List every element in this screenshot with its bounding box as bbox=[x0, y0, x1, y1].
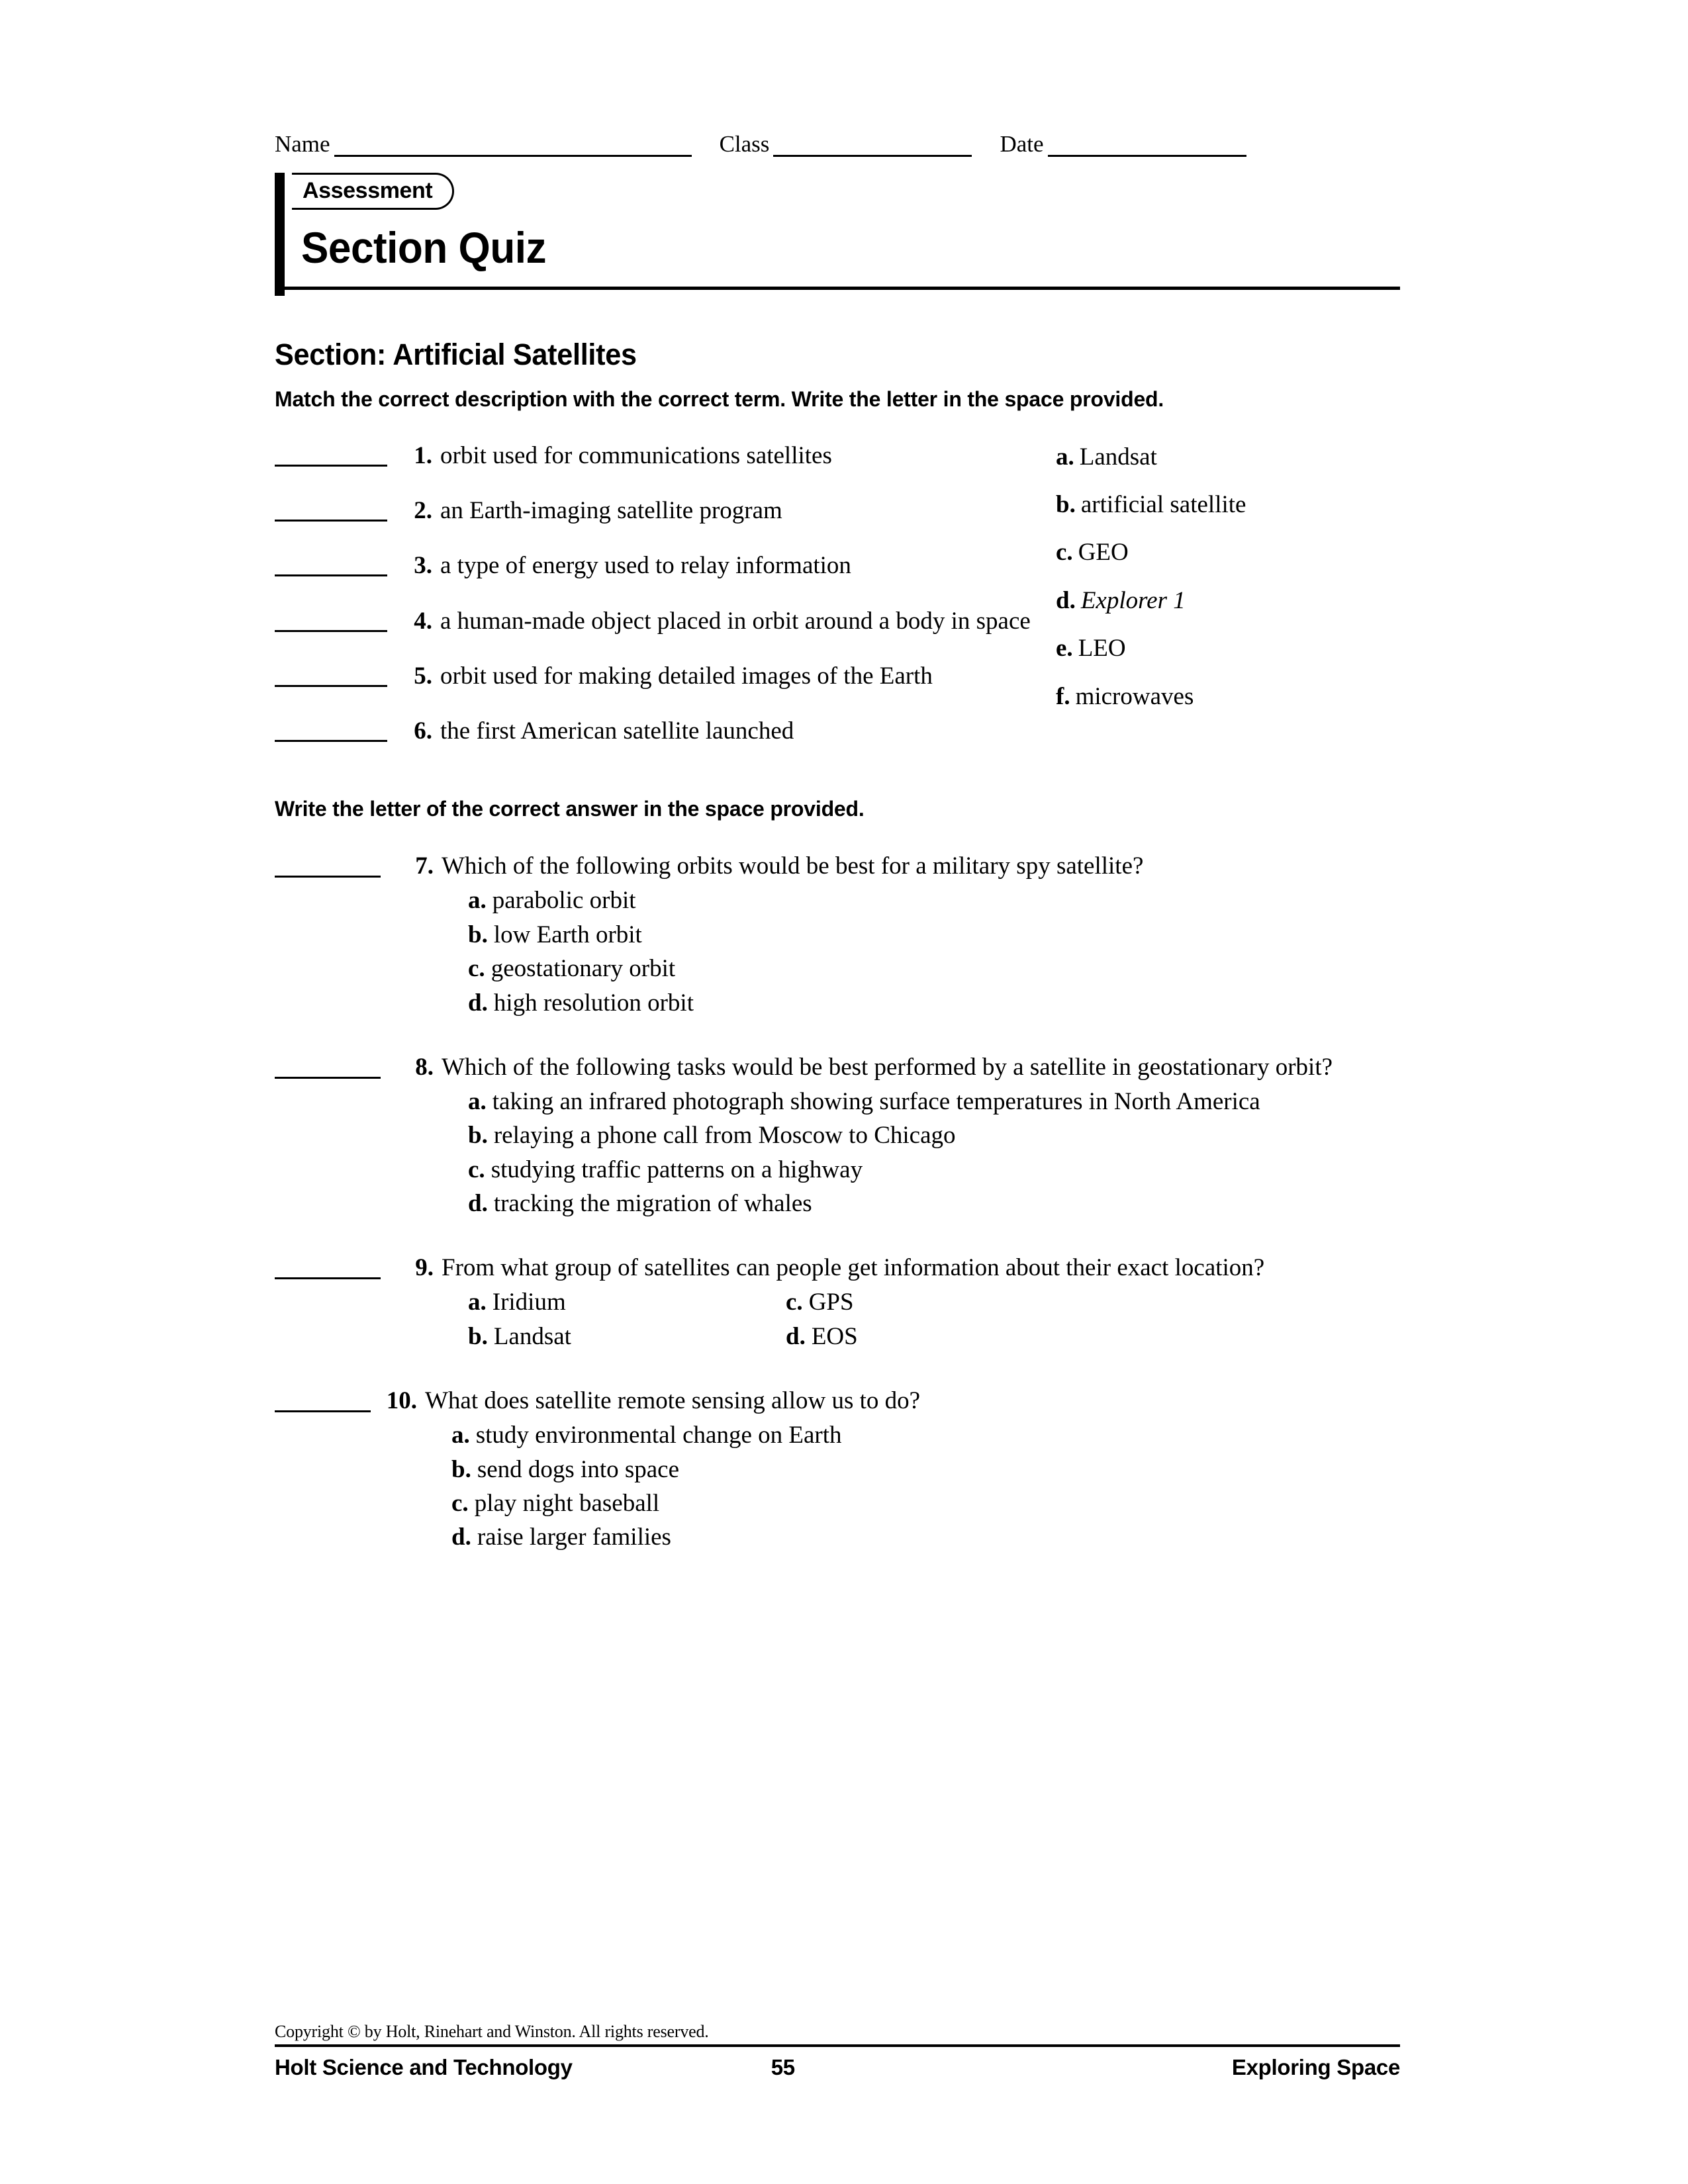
matching-row bbox=[275, 440, 1056, 471]
option-item[interactable] bbox=[468, 987, 1400, 1019]
option-item[interactable] bbox=[451, 1488, 1400, 1519]
option-letter: c. bbox=[468, 955, 485, 983]
option-letter: b. bbox=[468, 1122, 488, 1150]
option-list bbox=[425, 1420, 1400, 1553]
option-text: send dogs into space bbox=[477, 1455, 680, 1483]
question-number: 5. bbox=[414, 662, 432, 690]
matching-directions: Match the correct description with the correct term. Write the letter in the space provided. bbox=[275, 387, 1164, 412]
question-text: a human-made object placed in orbit around a body in space bbox=[440, 607, 1031, 635]
answer-blank-8[interactable] bbox=[275, 1052, 381, 1079]
question-stem: Which of the following tasks would be best performed by a satellite in geostationary orbit? bbox=[442, 1053, 1333, 1081]
option-item[interactable] bbox=[468, 1154, 1400, 1185]
option-item[interactable] bbox=[468, 1321, 786, 1352]
option-text: play night baseball bbox=[474, 1490, 660, 1518]
answer-blank-4[interactable] bbox=[275, 606, 387, 632]
mc-question-10 bbox=[275, 1385, 1400, 1556]
option-item[interactable] bbox=[451, 1454, 1400, 1485]
question-text: an Earth-imaging satellite program bbox=[440, 496, 782, 524]
option-item[interactable] bbox=[468, 1120, 1400, 1151]
multiple-choice-block bbox=[275, 850, 1400, 1555]
option-text: high resolution orbit bbox=[493, 989, 694, 1017]
matching-block bbox=[275, 440, 1400, 747]
option-list bbox=[442, 1287, 1400, 1355]
matching-terms-column bbox=[1056, 440, 1400, 747]
question-body bbox=[442, 1052, 1400, 1222]
page-number: 55 bbox=[771, 2055, 795, 2079]
question-number: 4. bbox=[414, 607, 432, 635]
date-input-line[interactable] bbox=[1048, 132, 1246, 157]
matching-row bbox=[275, 715, 1056, 747]
answer-blank-7[interactable] bbox=[275, 850, 381, 878]
term-letter: a. bbox=[1056, 443, 1074, 471]
term-item bbox=[1056, 490, 1400, 520]
mc-question-9 bbox=[275, 1252, 1400, 1355]
option-item[interactable] bbox=[786, 1287, 1400, 1318]
question-stem: What does satellite remote sensing allow us to do? bbox=[425, 1387, 921, 1415]
option-item[interactable] bbox=[786, 1321, 1400, 1352]
answer-blank-10[interactable] bbox=[275, 1385, 371, 1412]
option-text: Iridium bbox=[492, 1289, 566, 1316]
option-letter: d. bbox=[468, 1190, 488, 1218]
answer-blank-5[interactable] bbox=[275, 660, 387, 687]
term-letter: c. bbox=[1056, 539, 1073, 567]
term-letter: d. bbox=[1056, 586, 1076, 614]
question-text: the first American satellite launched bbox=[440, 717, 794, 745]
option-item[interactable] bbox=[468, 1287, 786, 1318]
option-item[interactable] bbox=[468, 1086, 1400, 1117]
option-text: geostationary orbit bbox=[491, 955, 676, 983]
option-item[interactable] bbox=[451, 1522, 1400, 1553]
question-number: 8. bbox=[415, 1053, 434, 1081]
term-item bbox=[1056, 538, 1400, 567]
question-number: 1. bbox=[414, 441, 432, 469]
term-text: Explorer 1 bbox=[1080, 586, 1186, 614]
page-content bbox=[275, 122, 1400, 1556]
matching-row bbox=[275, 550, 1056, 581]
option-letter: a. bbox=[468, 1087, 487, 1115]
question-body bbox=[442, 1252, 1400, 1355]
option-letter: b. bbox=[468, 921, 488, 948]
assessment-tab: Assessment bbox=[292, 173, 454, 210]
mc-question-8 bbox=[275, 1052, 1400, 1222]
answer-blank-6[interactable] bbox=[275, 715, 387, 742]
option-letter: a. bbox=[468, 887, 487, 915]
option-list bbox=[442, 1086, 1400, 1219]
page-footer bbox=[275, 2022, 1400, 2080]
multiple-choice-directions: Write the letter of the correct answer in the space provided. bbox=[275, 796, 865, 821]
answer-blank-2[interactable] bbox=[275, 495, 387, 522]
mc-question-7 bbox=[275, 850, 1400, 1021]
page-title: Section Quiz bbox=[301, 223, 547, 273]
option-letter: d. bbox=[451, 1524, 471, 1551]
question-text: a type of energy used to relay information bbox=[440, 552, 851, 580]
class-input-line[interactable] bbox=[773, 132, 972, 157]
term-item bbox=[1056, 586, 1400, 615]
option-text: tracking the migration of whales bbox=[493, 1190, 812, 1218]
question-stem: From what group of satellites can people get information about their exact location? bbox=[442, 1254, 1265, 1282]
term-letter: b. bbox=[1056, 491, 1076, 519]
option-text: taking an infrared photograph showing surface temperatures in North America bbox=[492, 1087, 1260, 1115]
option-text: raise larger families bbox=[477, 1524, 671, 1551]
question-text: orbit used for communications satellites bbox=[440, 441, 832, 469]
option-text: GPS bbox=[808, 1289, 854, 1316]
answer-blank-9[interactable] bbox=[275, 1252, 381, 1279]
option-list bbox=[442, 885, 1400, 1018]
question-number: 6. bbox=[414, 717, 432, 745]
masthead-vertical-bar bbox=[275, 173, 285, 296]
option-text: study environmental change on Earth bbox=[475, 1422, 842, 1449]
option-text: Landsat bbox=[493, 1322, 571, 1350]
option-letter: d. bbox=[786, 1322, 806, 1350]
question-body bbox=[442, 850, 1400, 1021]
option-letter: c. bbox=[468, 1156, 485, 1183]
answer-blank-1[interactable] bbox=[275, 440, 387, 467]
term-text: GEO bbox=[1078, 539, 1129, 567]
question-number: 7. bbox=[415, 852, 434, 880]
date-label: Date bbox=[1000, 131, 1044, 157]
option-letter: a. bbox=[451, 1422, 470, 1449]
term-text: LEO bbox=[1078, 635, 1126, 662]
book-title: Holt Science and Technology bbox=[275, 2055, 573, 2079]
option-text: studying traffic patterns on a highway bbox=[491, 1156, 863, 1183]
option-item[interactable] bbox=[468, 1188, 1400, 1219]
copyright-notice: Copyright © by Holt, Rinehart and Winston. All rights reserved. bbox=[275, 2022, 709, 2041]
question-number: 10. bbox=[386, 1387, 417, 1415]
option-text: parabolic orbit bbox=[492, 887, 636, 915]
option-text: EOS bbox=[811, 1322, 858, 1350]
masthead bbox=[275, 173, 1400, 273]
option-letter: c. bbox=[451, 1490, 469, 1518]
class-label: Class bbox=[719, 131, 770, 157]
term-item bbox=[1056, 682, 1400, 711]
option-letter: c. bbox=[786, 1289, 803, 1316]
name-input-line[interactable] bbox=[334, 132, 692, 157]
question-body bbox=[425, 1385, 1400, 1556]
masthead-divider bbox=[275, 287, 1400, 290]
term-text: Landsat bbox=[1079, 443, 1157, 471]
question-number: 9. bbox=[415, 1254, 434, 1282]
option-item[interactable] bbox=[468, 885, 1400, 916]
option-text: relaying a phone call from Moscow to Chicago bbox=[493, 1122, 956, 1150]
term-letter: f. bbox=[1056, 682, 1070, 710]
name-label: Name bbox=[275, 131, 330, 157]
option-letter: a. bbox=[468, 1289, 487, 1316]
question-stem: Which of the following orbits would be best for a military spy satellite? bbox=[442, 852, 1144, 880]
matching-row bbox=[275, 660, 1056, 692]
option-letter: b. bbox=[468, 1322, 488, 1350]
option-letter: d. bbox=[468, 989, 488, 1017]
option-letter: b. bbox=[451, 1455, 471, 1483]
option-text: low Earth orbit bbox=[493, 921, 642, 948]
answer-blank-3[interactable] bbox=[275, 550, 387, 576]
question-number: 2. bbox=[414, 496, 432, 524]
question-text: orbit used for making detailed images of the Earth bbox=[440, 662, 933, 690]
term-text: microwaves bbox=[1075, 682, 1194, 710]
matching-row bbox=[275, 495, 1056, 526]
footer-row bbox=[275, 2047, 1400, 2080]
term-item bbox=[1056, 634, 1400, 663]
matching-row bbox=[275, 606, 1056, 637]
term-letter: e. bbox=[1056, 635, 1073, 662]
option-item[interactable] bbox=[468, 953, 1400, 984]
section-heading: Section: Artificial Satellites bbox=[275, 338, 637, 372]
question-number: 3. bbox=[414, 552, 432, 580]
option-item[interactable] bbox=[468, 919, 1400, 950]
term-item bbox=[1056, 443, 1400, 472]
term-text: artificial satellite bbox=[1080, 491, 1246, 519]
chapter-title: Exploring Space bbox=[1231, 2055, 1400, 2079]
student-info-row bbox=[275, 122, 1400, 157]
option-item[interactable] bbox=[451, 1420, 1400, 1451]
matching-questions-column bbox=[275, 440, 1056, 747]
